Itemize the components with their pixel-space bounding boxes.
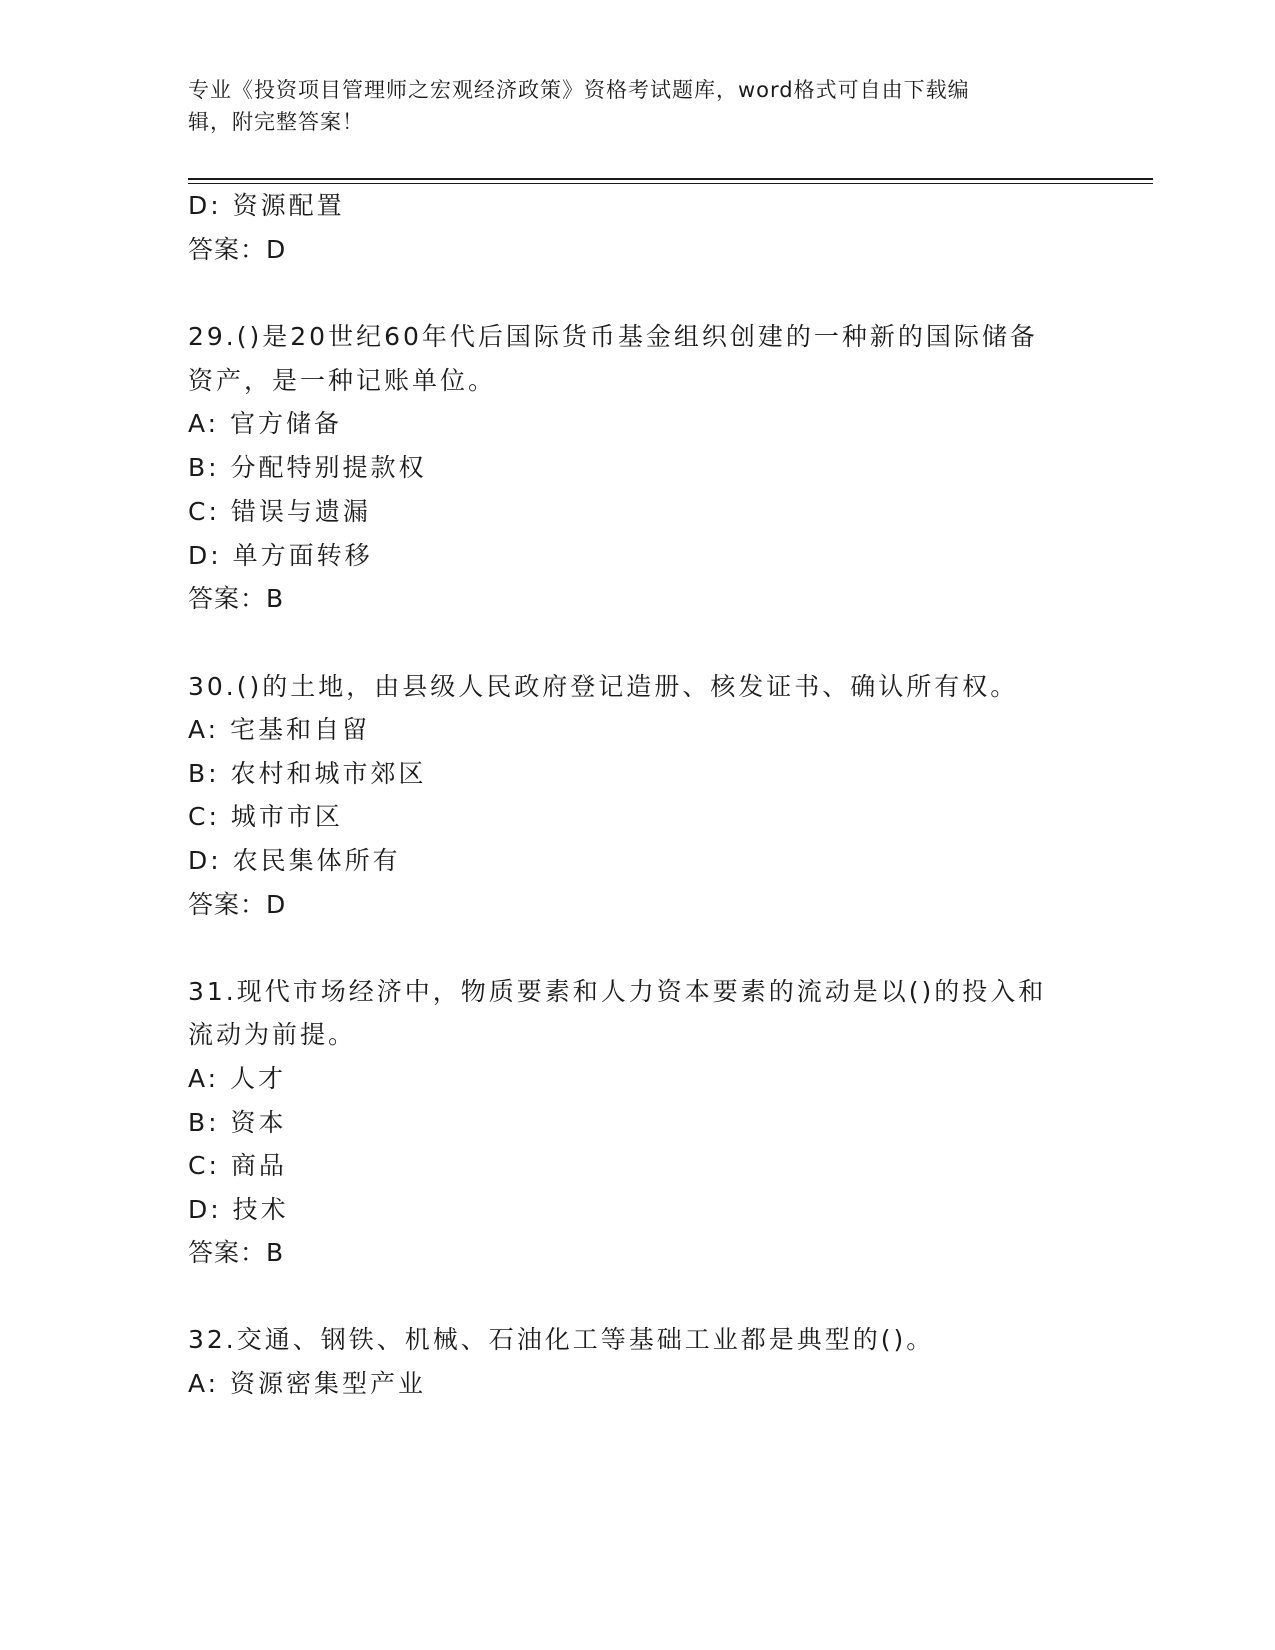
option-c: C: 商品	[188, 1151, 287, 1180]
answer-line: 答案：B	[188, 1238, 285, 1267]
option-d: D: 单方面转移	[188, 541, 373, 570]
question-29: 29.()是20世纪60年代后国际货币基金组织创建的一种新的国际储备	[188, 322, 1038, 351]
header-divider-thin	[188, 183, 1153, 184]
option-a: A: 资源密集型产业	[188, 1369, 427, 1398]
answer-line: 答案：D	[188, 890, 287, 919]
header-line-2: 辑，附完整答案！	[188, 110, 364, 134]
option-b: B: 分配特别提款权	[188, 453, 427, 482]
option-b: B: 资本	[188, 1108, 287, 1137]
header-line-1: 专业《投资项目管理师之宏观经济政策》资格考试题库，word格式可自由下载编	[188, 78, 970, 102]
option-a: A: 宅基和自留	[188, 715, 371, 744]
option-a: A: 官方储备	[188, 409, 343, 438]
option-c: C: 城市市区	[188, 802, 343, 831]
option-c: C: 错误与遗漏	[188, 497, 371, 526]
option-a: A: 人才	[188, 1064, 287, 1093]
header-divider-thick	[188, 178, 1153, 180]
question-29-cont: 资产，是一种记账单位。	[188, 366, 497, 395]
option-b: B: 农村和城市郊区	[188, 759, 427, 788]
document-header	[188, 74, 1068, 138]
question-30: 30.()的土地，由县级人民政府登记造册、核发证书、确认所有权。	[188, 672, 1019, 701]
option-d: D: 农民集体所有	[188, 846, 401, 875]
question-32: 32.交通、钢铁、机械、石油化工等基础工业都是典型的()。	[188, 1325, 935, 1354]
question-31: 31.现代市场经济中，物质要素和人力资本要素的流动是以()的投入和	[188, 977, 1047, 1006]
question-31-cont: 流动为前提。	[188, 1020, 357, 1049]
answer-line: 答案：D	[188, 235, 287, 264]
option-d: D: 资源配置	[188, 191, 345, 220]
option-d: D: 技术	[188, 1195, 289, 1224]
answer-line: 答案：B	[188, 584, 285, 613]
